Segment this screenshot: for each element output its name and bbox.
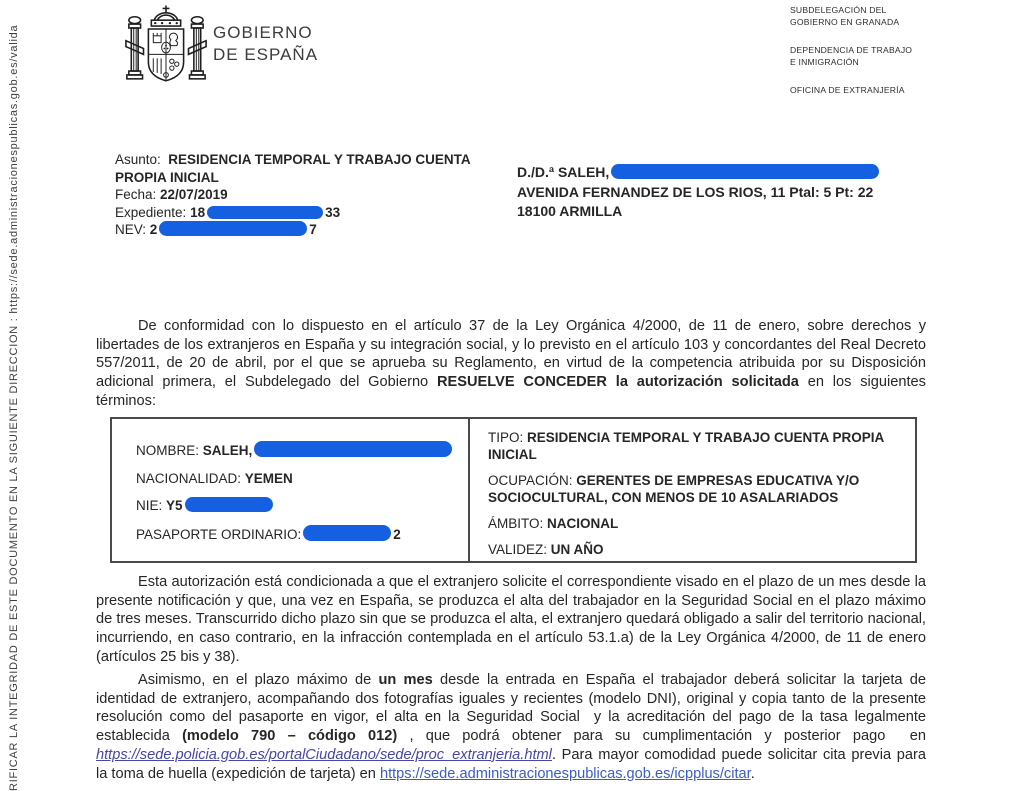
text-segment: 18 (190, 204, 206, 220)
text-segment: . (750, 765, 755, 782)
text-segment: GERENTES DE EMPRESAS EDUCATIVA Y/O SOCIOCULTURAL, CON MENOS DE 10 ASALARIADOS (488, 473, 860, 505)
text-segment: 7 (309, 222, 317, 237)
redaction-bar (303, 525, 391, 541)
office-dependencia: DEPENDENCIA DE TRABAJO E INMIGRACIÓN (790, 45, 913, 67)
wordmark-line2: DE ESPAÑA (213, 45, 319, 64)
field-validez (488, 541, 901, 558)
text-segment: SALEH, (202, 443, 253, 458)
spain-coat-of-arms (122, 3, 210, 97)
paragraph-card-instructions (96, 671, 926, 783)
field-expediente (115, 204, 515, 222)
office-extranjeria: OFICINA DE EXTRANJERÍA (790, 85, 905, 95)
text-segment: RESIDENCIA TEMPORAL Y TRABAJO CUENTA PROPIA INICIAL (488, 430, 884, 462)
text-segment: NEV: (115, 222, 150, 237)
text-segment: 2 (393, 526, 401, 542)
text-segment: NACIONALIDAD: (136, 470, 245, 486)
text-segment: PASAPORTE ORDINARIO: (136, 526, 302, 542)
field-ocupacion (488, 472, 901, 506)
verification-strip-text: RIFICAR LA INTEGRIDAD DE ESTE DOCUMENTO EN LA SIGUIENTE DIRECCION : https://sede.administracionespublicas.gob.es/valida (8, 24, 20, 791)
text-segment: NACIONAL (547, 516, 619, 531)
field-nie (136, 497, 458, 514)
redaction-bar (159, 221, 307, 236)
authorization-details-box (110, 417, 917, 563)
paragraph-visa-condition (96, 573, 926, 667)
recipient-address (517, 163, 987, 222)
office-subdelegation: SUBDELEGACIÓN DEL GOBIERNO EN GRANADA (790, 5, 900, 27)
document-link[interactable]: https://sede.administracionespublicas.gob.es/icpplus/citar (379, 765, 751, 782)
document-link[interactable]: https://sede.policia.gob.es/portalCiudadano/sede/proc_extranjeria.html (96, 746, 552, 763)
field-ambito (488, 515, 901, 532)
recipient-name (517, 163, 987, 183)
text-segment: en los siguientes términos: (96, 374, 926, 409)
text-segment: ÁMBITO: (488, 516, 548, 531)
details-box-left-column (112, 419, 470, 561)
redaction-bar (207, 206, 323, 219)
text-segment: 33 (325, 204, 341, 220)
field-pasaporte (136, 525, 458, 543)
text-segment: , que podrá obtener para su cumplimentación y posterior pago en (397, 728, 927, 745)
text-segment: OCUPACIÓN: (488, 473, 577, 488)
issuing-office-block (790, 5, 1010, 114)
text-segment: 2 (149, 222, 158, 237)
text-segment: Fecha: (115, 187, 161, 202)
wordmark-line1: GOBIERNO (213, 23, 313, 42)
text-segment: RESUELVE CONCEDER la autorización solicitada (437, 374, 799, 391)
text-segment: . Para mayor comodidad puede solicitar cita previa para la toma de huella (expedición de tarjeta) en (96, 746, 926, 782)
text-segment: NOMBRE: (136, 443, 203, 458)
text-segment: De conformidad con lo dispuesto en el artículo 37 de la Ley Orgánica 4/2000, de 11 de enero, sobre derechos y libertades de los extranjeros en España y su integración social, y lo previsto en el artículo 103 y concordantes del Real Decreto 557/2011, de 20 de abril, por el que se aprueba su Reglamento, en virtud de la competencia atribuida por su Disposición adicional primera, el Subdelegado del Gobierno (96, 318, 926, 391)
recipient-street: AVENIDA FERNANDEZ DE LOS RIOS, 11 Ptal: 5 Pt: 22 (517, 183, 874, 200)
text-segment: Esta autorización está condicionada a que el extranjero solicite el correspondiente visado en el plazo de un mes desde la presente notificación y que, una vez en España, se produzca el alta del trabajador en la Seguridad Social en el plazo máximo de tres meses. Transcurrido dicho plazo sin que se produzca el alta, el extranjero quedará obligado a salir del territorio nacional, incurriendo, en caso contrario, en la infracción contemplada en el artículo 53.1.a) de la Ley Orgánica 4/2000, de 11 de enero (artículos 25 bis y 38). (96, 574, 926, 665)
text-segment: (modelo 790 – código 012) (182, 728, 398, 745)
text-segment: Asimismo, en el plazo máximo de (138, 672, 379, 688)
field-tipo (488, 429, 901, 463)
field-nombre (136, 441, 458, 459)
field-fecha (115, 186, 515, 204)
field-asunto (115, 151, 515, 186)
government-wordmark (213, 22, 318, 66)
text-segment: UN AÑO (550, 542, 604, 557)
text-segment: TIPO: (488, 430, 528, 445)
text-segment: 22/07/2019 (160, 187, 228, 202)
text-segment: Y5 (166, 498, 183, 513)
text-segment: VALIDEZ: (488, 542, 551, 557)
text-segment: YEMEN (244, 470, 293, 486)
text-segment: Expediente: (115, 204, 191, 220)
text-segment: desde la entrada en España el trabajador deberá solicitar la tarjeta de identidad de extranjero, acompañando dos fotografías iguales y recientes (modelo DNI), original y copia tanto de la presente resolución como del pasaporte en vigor, el alta en la Seguridad Social y la acreditación del pago de la tasa legalmente establecida (96, 672, 927, 745)
text-segment: D./D.ª SALEH, (517, 164, 610, 180)
field-nev (115, 221, 515, 239)
details-box-right-column (470, 419, 915, 561)
redaction-bar (185, 497, 273, 512)
case-metadata (115, 151, 515, 239)
text-segment: NIE: (136, 498, 167, 513)
text-segment: Asunto: (115, 152, 169, 167)
field-nacionalidad (136, 470, 458, 487)
text-segment: RESIDENCIA TEMPORAL Y TRABAJO CUENTA PROPIA INICIAL (115, 152, 471, 185)
paragraph-legal-basis (96, 317, 926, 411)
recipient-city: 18100 ARMILLA (517, 203, 623, 219)
redaction-bar (254, 441, 452, 457)
redaction-bar (611, 164, 879, 179)
text-segment: un mes (378, 672, 433, 688)
